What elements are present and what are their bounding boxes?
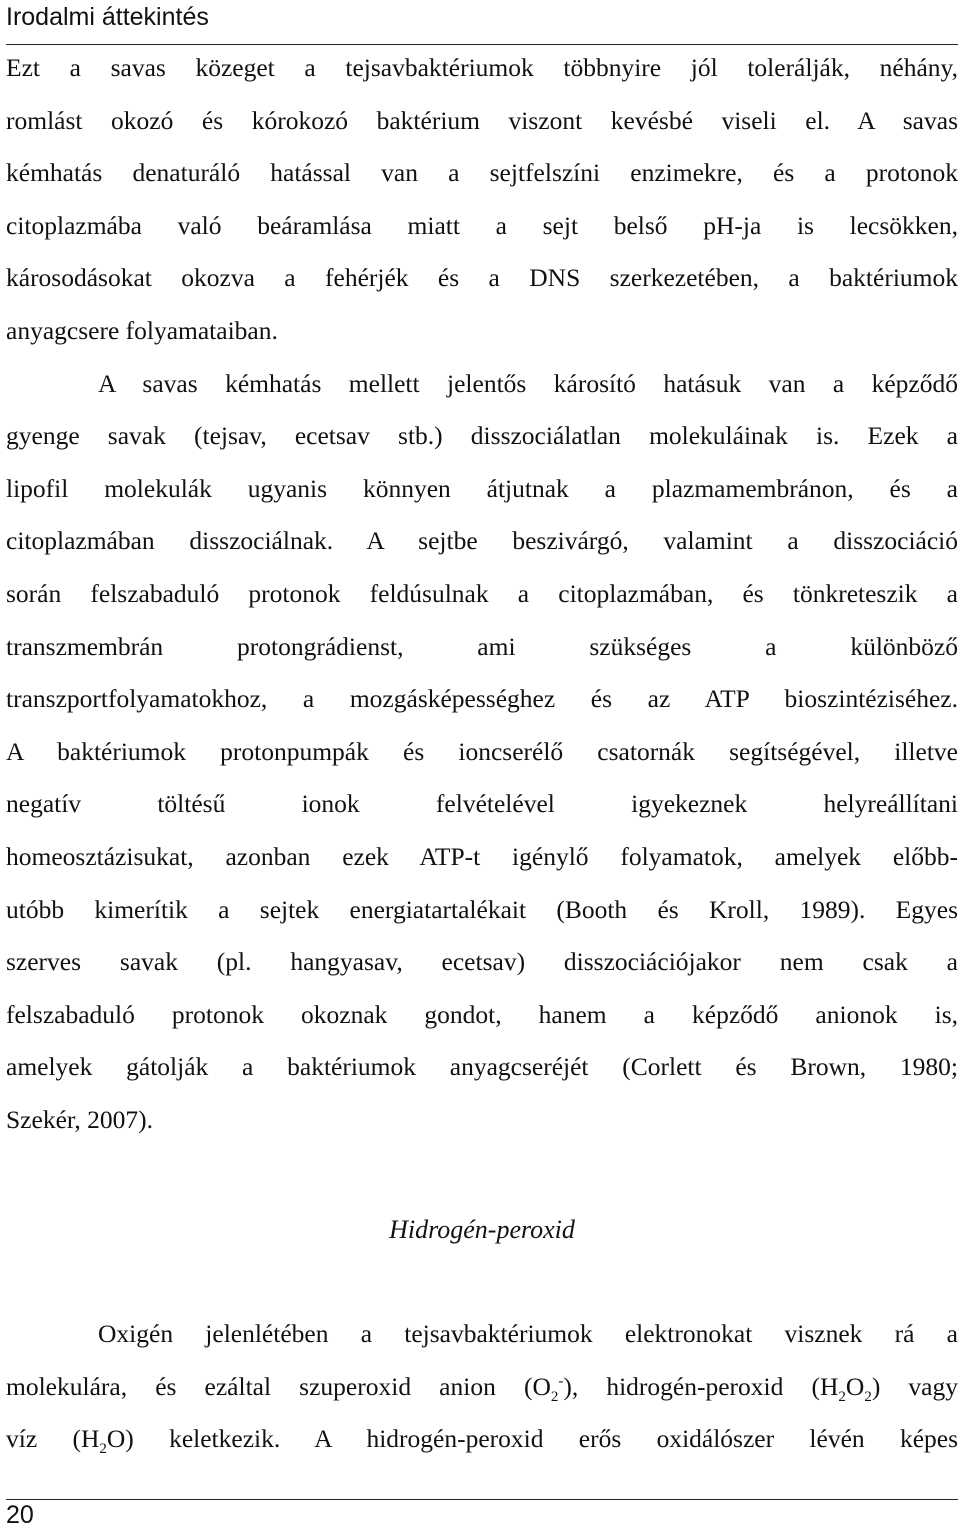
text-line: kémhatás denaturáló hatással van a sejtfelszíni enzimekre, és a protonok — [6, 158, 958, 188]
superscript: - — [558, 1373, 564, 1390]
text-line: citoplazmában disszociálnak. A sejtbe beszivárgó, valamint a disszociáció — [6, 526, 958, 556]
text-line-last: Szekér, 2007). — [6, 1104, 153, 1134]
text-line: romlást okozó és kórokozó baktérium viszont kevésbé viseli el. A savas — [6, 105, 958, 135]
text-line-last: anyagcsere folyamataiban. — [6, 315, 278, 345]
subscript: 2 — [838, 1388, 846, 1405]
text-line: transzportfolyamatokhoz, a mozgásképességhez és az ATP bioszintéziséhez. — [6, 684, 958, 714]
text-fragment: ) vagy — [871, 1371, 958, 1401]
text-line-indented: Oxigén jelenlétében a tejsavbaktériumok elektronokat visznek rá a — [98, 1319, 958, 1348]
section-heading: Hidrogén-peroxid — [389, 1215, 575, 1244]
page-number: 20 — [6, 1501, 34, 1529]
text-line: citoplazmába való beáramlása miatt a sejt belső pH-ja is lecsökken, — [6, 210, 958, 240]
text-line: transzmembrán protongrádienst, ami szükséges a különböző — [6, 631, 958, 661]
running-header-title: Irodalmi áttekintés — [6, 3, 209, 31]
subscript: 2 — [550, 1388, 559, 1405]
text-fragment: O — [845, 1371, 865, 1401]
paragraph-oxygen — [6, 1308, 958, 1466]
text-line: felszabaduló protonok okoznak gondot, hanem a képződő anionok is, — [6, 999, 958, 1029]
text-line: amelyek gátolják a baktériumok anyagcseréjét (Corlett és Brown, 1980; — [6, 1052, 958, 1082]
footer-rule — [6, 1499, 958, 1500]
paragraph-weak-acids — [6, 358, 958, 1147]
subscript: 2 — [99, 1441, 107, 1458]
text-line: során felszabaduló protonok feldúsulnak a citoplazmában, és tönkreteszik a — [6, 578, 958, 608]
text-fragment: ), hidrogén-peroxid (H — [563, 1371, 839, 1401]
section-text-block — [6, 1308, 958, 1466]
text-line: lipofil molekulák ugyanis könnyen átjutnak a plazmamembránon, és a — [6, 473, 958, 503]
text-line: szerves savak (pl. hangyasav, ecetsav) disszociációjakor nem csak a — [6, 947, 958, 977]
subscript: 2 — [864, 1388, 872, 1405]
text-line-formula — [6, 1361, 958, 1414]
text-fragment: O) keletkezik. A hidrogén-peroxid erős oxidálószer lévén képes — [106, 1424, 959, 1454]
paragraph-acid-tolerance — [6, 42, 958, 358]
text-fragment: víz (H — [6, 1424, 100, 1454]
text-line: negatív töltésű ionok felvételével igyekeznek helyreállítani — [6, 789, 958, 819]
text-line-formula — [6, 1413, 958, 1466]
text-line: károsodásokat okozva a fehérjék és a DNS szerkezetében, a baktériumok — [6, 263, 958, 293]
text-line-indented: A savas kémhatás mellett jelentős károsító hatásuk van a képződő — [98, 368, 958, 398]
text-line: A baktériumok protonpumpák és ioncserélő csatornák segítségével, illetve — [6, 736, 958, 766]
text-line: homeosztázisukat, azonban ezek ATP-t igénylő folyamatok, amelyek előbb- — [6, 841, 958, 871]
text-line: gyenge savak (tejsav, ecetsav stb.) disszociálatlan molekuláinak is. Ezek a — [6, 421, 958, 451]
main-text-block — [6, 42, 958, 1146]
text-line: Ezt a savas közeget a tejsavbaktériumok többnyire jól tolerálják, néhány, — [6, 53, 958, 82]
text-line: utóbb kimerítik a sejtek energiatartalékait (Booth és Kroll, 1989). Egyes — [6, 894, 958, 924]
text-fragment: molekulára, és ezáltal szuperoxid anion (O — [6, 1371, 551, 1401]
